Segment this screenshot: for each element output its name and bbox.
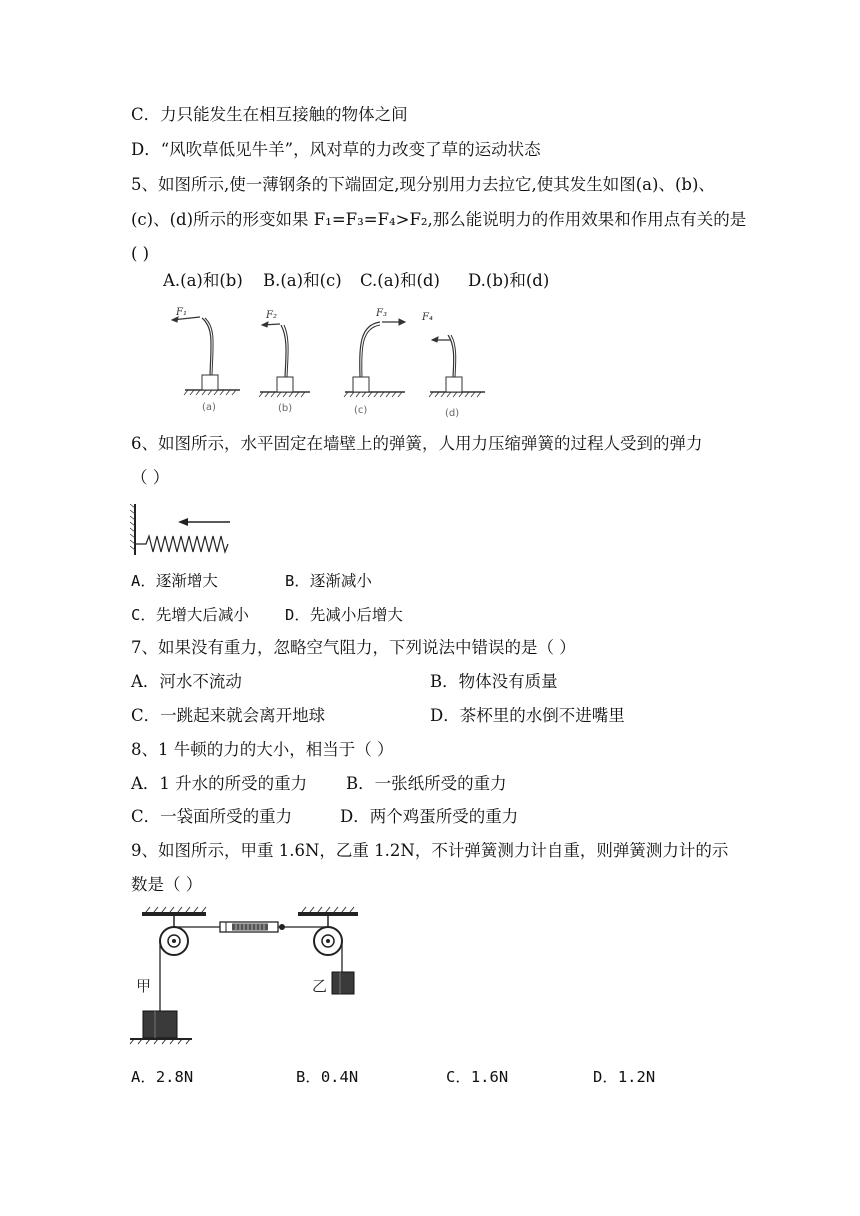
- question-9-option-c: C．1.6N: [446, 1068, 509, 1086]
- question-5-stem-line-2: (c)、(d)所示的形变如果 F₁=F₃=F₄>F₂,那么能说明力的作用效果和作用点有关的是: [131, 210, 747, 229]
- force-label-f3: F₃: [376, 308, 387, 319]
- question-7-option-d: D．茶杯里的水倒不进嘴里: [430, 706, 625, 725]
- spring: [135, 536, 228, 552]
- question-6-option-b: B．逐渐减小: [285, 572, 372, 590]
- question-5-option-d: D.(b)和(d): [468, 271, 550, 290]
- strip-a: [172, 317, 240, 395]
- pulley-spring-scale-figure: [128, 905, 368, 1050]
- label-yi: 乙: [312, 977, 328, 995]
- question-6-option-d: D．先减小后增大: [285, 606, 403, 624]
- strip-d: [429, 335, 485, 397]
- label-jia: 甲: [136, 977, 152, 995]
- arrow-left-icon: [178, 518, 188, 526]
- question-5-option-c: C.(a)和(d): [360, 271, 440, 290]
- caption-d: (d): [445, 408, 460, 419]
- question-6-stem-line-2: （ ）: [131, 468, 170, 487]
- block-jia: [143, 1011, 177, 1038]
- question-8-option-a: A．1 升水的所受的重力: [131, 774, 308, 793]
- question-4-option-c: C．力只能发生在相互接触的物体之间: [131, 105, 408, 124]
- question-6-option-c: C．先增大后减小: [131, 606, 249, 624]
- right-pulley: [314, 927, 342, 955]
- question-9-option-d: D．1.2N: [593, 1068, 656, 1086]
- caption-a: (a): [202, 402, 216, 413]
- question-9-stem-line-2: 数是（ ）: [131, 875, 203, 894]
- question-8-option-c: C．一袋面所受的重力: [131, 807, 293, 826]
- left-pulley: [160, 927, 188, 955]
- steel-strip-figure: [150, 300, 510, 425]
- question-8-option-d: D．两个鸡蛋所受的重力: [340, 807, 519, 826]
- caption-b: (b): [278, 403, 293, 414]
- question-9-option-a: A．2.8N: [131, 1068, 194, 1086]
- force-label-f4: F₄: [422, 312, 433, 323]
- strip-c: [344, 319, 405, 397]
- question-7-option-c: C．一跳起来就会离开地球: [131, 706, 326, 725]
- question-4-option-d: D．“风吹草低见牛羊”，风对草的力改变了草的运动状态: [131, 140, 541, 159]
- spring-wall-figure: [128, 500, 238, 560]
- question-7-option-a: A．河水不流动: [131, 672, 242, 691]
- block-yi: [332, 972, 354, 994]
- question-9-option-b: B．0.4N: [296, 1068, 359, 1086]
- question-5-stem-line-1: 5、如图所示,使一薄钢条的下端固定,现分别用力去拉它,使其发生如图(a)、(b)、: [131, 175, 715, 194]
- question-6-stem-line-1: 6、如图所示，水平固定在墙壁上的弹簧，人用力压缩弹簧的过程人受到的弹力: [131, 434, 703, 453]
- question-5-option-a: A.(a)和(b): [163, 271, 243, 290]
- question-7-stem: 7、如果没有重力，忽略空气阻力，下列说法中错误的是（ ）: [131, 638, 576, 657]
- question-8-option-b: B．一张纸所受的重力: [346, 774, 507, 793]
- question-8-stem: 8、1 牛顿的力的大小，相当于（ ）: [131, 740, 394, 759]
- question-9-stem-line-1: 9、如图所示，甲重 1.6N，乙重 1.2N，不计弹簧测力计自重，则弹簧测力计的示: [131, 841, 729, 860]
- strip-b: [259, 322, 310, 397]
- question-6-option-a: A．逐渐增大: [131, 572, 218, 590]
- question-5-option-b: B.(a)和(c): [263, 271, 342, 290]
- force-label-f1: F₁: [176, 307, 187, 318]
- spring-scale: [220, 922, 285, 932]
- question-7-option-b: B．物体没有质量: [430, 672, 558, 691]
- caption-c: (c): [354, 405, 368, 416]
- force-label-f2: F₂: [266, 310, 277, 321]
- question-5-stem-line-3: ( ): [131, 244, 150, 263]
